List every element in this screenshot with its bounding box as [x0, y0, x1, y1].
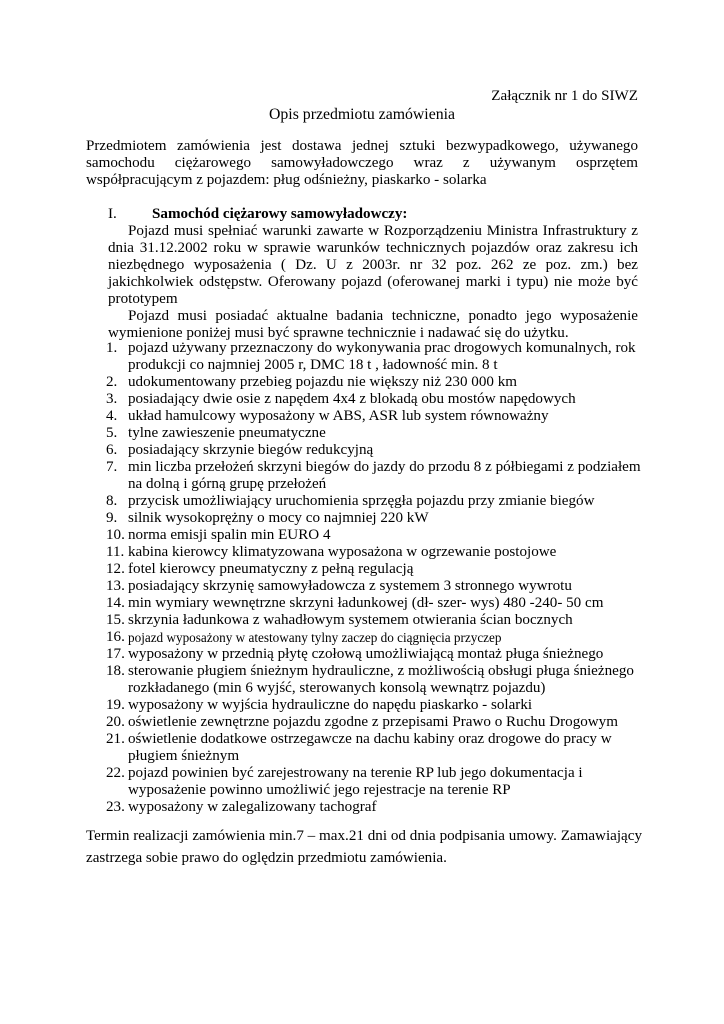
list-item-text: skrzynia ładunkowa z wahadłowym systemem otwierania ścian bocznych: [128, 612, 573, 628]
list-item-number: 5.: [106, 425, 118, 441]
list-item: [106, 340, 646, 374]
list-item-number: 16.: [106, 629, 125, 645]
list-item-number: 8.: [106, 493, 118, 509]
list-item-text: pojazd powinien być zarejestrowany na terenie RP lub jego dokumentacja i wyposażenie powinno umożliwić jego rejestracje na terenie RP: [128, 765, 583, 798]
list-item-number: 23.: [106, 799, 125, 815]
list-item-number: 11.: [106, 544, 125, 560]
list-item-number: 14.: [106, 595, 125, 611]
list-item-number: 10.: [106, 527, 125, 543]
list-item-number: 18.: [106, 663, 125, 679]
closing-paragraph: Termin realizacji zamówienia min.7 – max.21 dni od dnia podpisania umowy. Zamawiający zastrzega sobie prawo do oględzin przedmiotu zamówienia.: [86, 828, 642, 866]
list-item-text: wyposażony w wyjścia hydrauliczne do napędu piaskarko - solarki: [128, 697, 533, 713]
list-item-number: 15.: [106, 612, 125, 628]
list-item-number: 13.: [106, 578, 125, 594]
list-item-text: wyposażony w zalegalizowany tachograf: [128, 799, 377, 815]
list-item: [106, 459, 646, 493]
section-heading: [108, 206, 638, 223]
section-number: I.: [108, 206, 117, 222]
list-item-text: układ hamulcowy wyposażony w ABS, ASR lub system równoważny: [128, 408, 549, 424]
list-item-text: sterowanie pługiem śnieżnym hydrauliczne, z możliwością obsługi pługa śnieżnego rozkładanego (min 6 wyjść, sterowanych konsolą wewnątrz pojazdu): [128, 663, 634, 696]
list-item: [106, 544, 646, 561]
list-item: [106, 731, 646, 765]
list-item-text: posiadający skrzynię samowyładowcza z systemem 3 stronnego wywrotu: [128, 578, 572, 594]
list-item-text: posiadający dwie osie z napędem 4x4 z blokadą obu mostów napędowych: [128, 391, 576, 407]
list-item-number: 2.: [106, 374, 118, 390]
list-item-text: fotel kierowcy pneumatyczny z pełną regulacją: [128, 561, 414, 577]
list-item: [106, 765, 646, 799]
list-item-number: 22.: [106, 765, 125, 781]
list-item: [106, 629, 646, 646]
list-item-text: przycisk umożliwiający uruchomienia sprzęgła pojazdu przy zmianie biegów: [128, 493, 595, 509]
list-item: [106, 697, 646, 714]
list-item: [106, 799, 646, 816]
list-item-number: 6.: [106, 442, 118, 458]
annex-label: Załącznik nr 1 do SIWZ: [491, 88, 638, 104]
section-title: Samochód ciężarowy samowyładowczy:: [152, 206, 408, 222]
requirements-list: [106, 340, 646, 816]
list-item: [106, 663, 646, 697]
list-item-text: udokumentowany przebieg pojazdu nie większy niż 230 000 km: [128, 374, 517, 390]
list-item-text: wyposażony w przednią płytę czołową umożliwiającą montaż pługa śnieżnego: [128, 646, 604, 662]
list-item: [106, 425, 646, 442]
list-item: [106, 527, 646, 544]
intro-paragraph: Przedmiotem zamówienia jest dostawa jednej sztuki bezwypadkowego, używanego samochodu ciężarowego samowyładowczego wraz z używanym osprzętem współpracującym z pojazdem: pług odśnieżny, piaskarko - solarka: [86, 138, 638, 188]
list-item: [106, 595, 646, 612]
list-item: [106, 408, 646, 425]
list-item-number: 12.: [106, 561, 125, 577]
section-paragraph-regulation: Pojazd musi spełniać warunki zawarte w Rozporządzeniu Ministra Infrastruktury z dnia 31.12.2002 roku w sprawie warunków technicznych pojazdów oraz zakresu ich niezbędnego wyposażenia ( Dz. U z 2003r. nr 32 poz. 262 ze poz. zm.) bez jakichkolwiek odstępstw. Oferowany pojazd (oferowanej marki i typu) nie może być prototypem: [108, 223, 638, 307]
list-item: [106, 442, 646, 459]
list-item-number: 7.: [106, 459, 118, 475]
list-item-text: kabina kierowcy klimatyzowana wyposażona w ogrzewanie postojowe: [128, 544, 557, 560]
list-item-text: oświetlenie dodatkowe ostrzegawcze na dachu kabiny oraz drogowe do pracy w pługiem śnieżnym: [128, 731, 612, 764]
list-item-text: pojazd używany przeznaczony do wykonywania prac drogowych komunalnych, rok produkcji co najmniej 2005 r, DMC 18 t , ładowność min. 8 t: [128, 340, 636, 373]
list-item-number: 17.: [106, 646, 125, 662]
list-item-number: 3.: [106, 391, 118, 407]
list-item-number: 21.: [106, 731, 125, 747]
list-item: [106, 612, 646, 629]
list-item-number: 9.: [106, 510, 118, 526]
list-item-text: norma emisji spalin min EURO 4: [128, 527, 331, 543]
list-item-number: 4.: [106, 408, 118, 424]
list-item: [106, 493, 646, 510]
list-item-text: oświetlenie zewnętrzne pojazdu zgodne z przepisami Prawo o Ruchu Drogowym: [128, 714, 618, 730]
list-item-number: 20.: [106, 714, 125, 730]
list-item: [106, 510, 646, 527]
list-item-number: 1.: [106, 340, 118, 356]
list-item-text: tylne zawieszenie pneumatyczne: [128, 425, 326, 441]
list-item: [106, 714, 646, 731]
document-title: Opis przedmiotu zamówienia: [269, 106, 455, 123]
list-item: [106, 374, 646, 391]
list-item: [106, 391, 646, 408]
list-item-text: min wymiary wewnętrzne skrzyni ładunkowej (dł- szer- wys) 480 -240- 50 cm: [128, 595, 604, 611]
list-item: [106, 561, 646, 578]
section-paragraph-inspection: Pojazd musi posiadać aktualne badania techniczne, ponadto jego wyposażenie wymienione poniżej musi być sprawne technicznie i nadawać się do użytku.: [108, 308, 638, 341]
list-item-text: pojazd wyposażony w atestowany tylny zaczep do ciągnięcia przyczep: [128, 630, 502, 645]
list-item: [106, 578, 646, 595]
list-item-number: 19.: [106, 697, 125, 713]
list-item: [106, 646, 646, 663]
list-item-text: posiadający skrzynie biegów redukcyjną: [128, 442, 374, 458]
list-item-text: silnik wysokoprężny o mocy co najmniej 220 kW: [128, 510, 429, 526]
list-item-text: min liczba przełożeń skrzyni biegów do jazdy do przodu 8 z półbiegami z podziałem na dolną i górną grupę przełożeń: [128, 459, 641, 492]
section-vehicle: [108, 206, 638, 342]
